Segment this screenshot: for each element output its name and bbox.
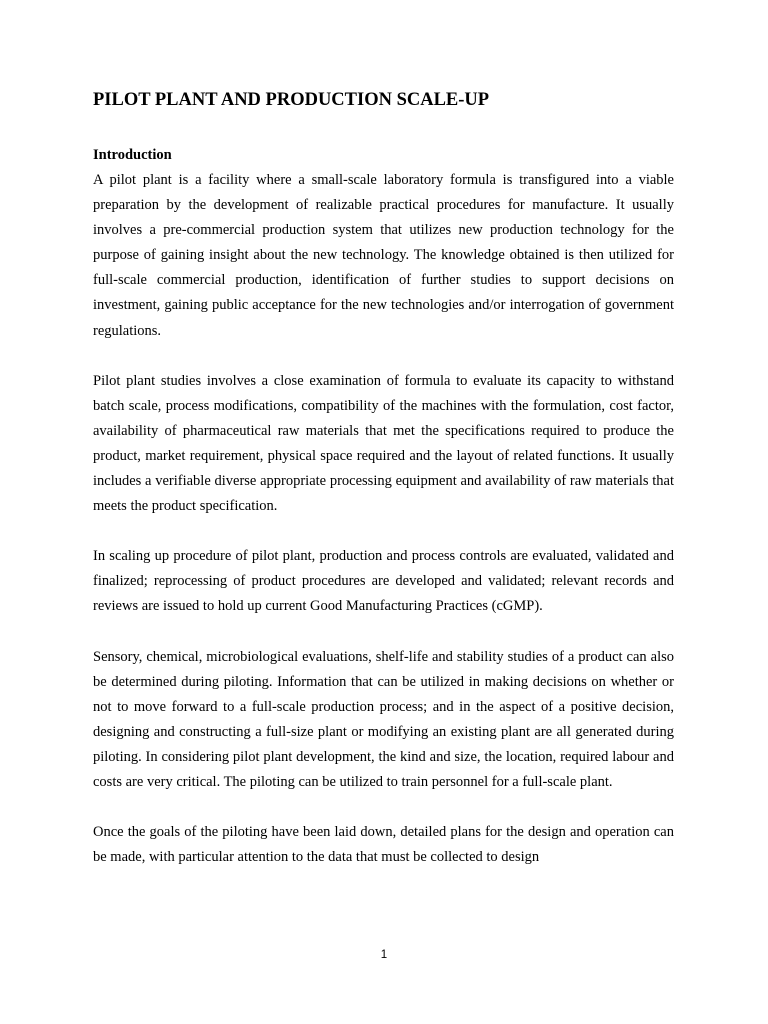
paragraph-3: In scaling up procedure of pilot plant, production and process controls are evaluated, validated and finalized; reprocessing of product procedures are developed and validated; relevant records and reviews are issued to hold up current Good Manufacturing Practices (cGMP). [93,548,674,615]
section-heading-introduction: Introduction [93,147,172,163]
paragraph-2: Pilot plant studies involves a close examination of formula to evaluate its capacity to withstand batch scale, process modifications, compatibility of the machines with the formulation, cost factor, availability of pharmaceutical raw materials that met the specifications required to produce the product, market requirement, physical space required and the layout of related functions. It usually includes a verifiable diverse appropriate processing equipment and availability of raw materials that meets the product specification. [93,372,674,515]
paragraph-4: Sensory, chemical, microbiological evaluations, shelf-life and stability studies of a product can also be determined during piloting. Information that can be utilized in making decisions on whether or not to move forward to a full-scale production process; and in the aspect of a positive decision, designing and constructing a full-size plant or modifying an existing plant are all generated during piloting. In considering pilot plant development, the kind and size, the location, required labour and costs are very critical. The piloting can be utilized to train personnel for a full-scale plant. [93,648,674,790]
page-content [93,88,674,895]
paragraph-5: Once the goals of the piloting have been laid down, detailed plans for the design and operation can be made, with particular attention to the data that must be collected to design [93,824,674,866]
paragraph-1: A pilot plant is a facility where a small-scale laboratory formula is transfigured into a viable preparation by the development of realizable practical procedures for manufacture. It usually involves a pre-commercial production system that utilizes new production technology for the purpose of gaining insight about the new technology. The knowledge obtained is then utilized for full-scale commercial production, identification of further studies to support decisions on investment, gaining public acceptance for the new technologies and/or interrogation of government regulations. [93,172,674,339]
page-number: 1 [380,949,388,961]
document-title: PILOT PLANT AND PRODUCTION SCALE-UP [93,90,490,110]
